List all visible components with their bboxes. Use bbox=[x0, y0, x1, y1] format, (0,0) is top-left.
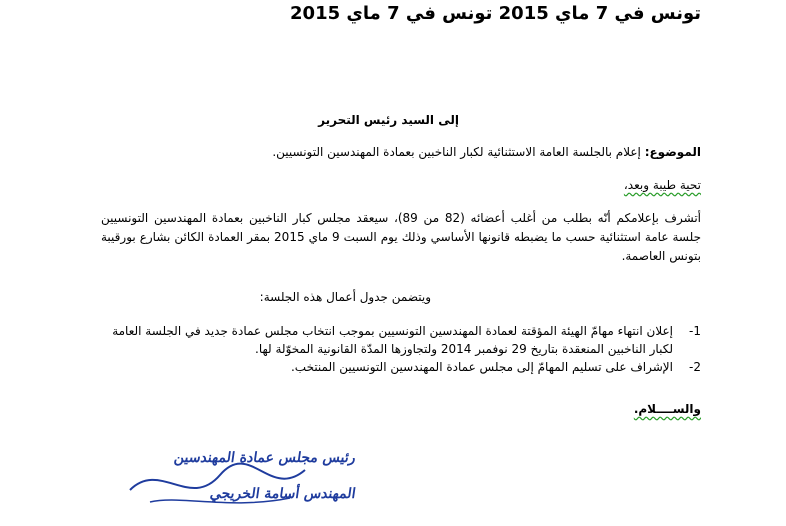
agenda-intro: ويتضمن جدول أعمال هذه الجلسة: bbox=[259, 290, 431, 304]
subject-line bbox=[272, 145, 701, 159]
body-paragraph: أتشرف بإعلامكم أنّه بطلب من أغلب أعضائه (82 من 89)، سيعقد مجلس كبار الناخبين بعمادة المهندسين التونسيين جلسة عامة استثنائية حسب ما يضبطه قانونها الأساسي وذلك يوم السبت 9 ماي 2015 بمقر العمادة الكائن بشارع بورقيبة بتونس العاصمة. bbox=[101, 211, 702, 263]
agenda-item-text: الإشراف على تسليم المهامّ إلى مجلس عمادة المهندسين التونسيين المنتخب. bbox=[290, 360, 673, 374]
closing: والســــلام. bbox=[633, 402, 701, 416]
signature-name: المهندس أسامة الخريجي bbox=[209, 486, 358, 502]
agenda-item bbox=[91, 358, 701, 376]
agenda-item-text: إعلان انتهاء مهامّ الهيئة المؤقتة لعمادة المهندسين التونسيين بموجب انتخاب مجلس عمادة جديد في الجلسة العامة لكبار الناخبين المنعقدة بتاريخ 29 نوفمبر 2014 ولتجاوزها المدّة القانونية المخوّلة لها. bbox=[112, 324, 673, 356]
agenda-item-number: -1 bbox=[689, 324, 701, 338]
subject-label: الموضوع: bbox=[644, 145, 701, 159]
addressee: إلى السيد رئيس التحرير bbox=[318, 113, 459, 127]
signature-title: رئيس مجلس عمادة المهندسين bbox=[173, 450, 358, 466]
subject-text: إعلام بالجلسة العامة الاستثنائية لكبار الناخبين بعمادة المهندسين التونسيين. bbox=[272, 145, 645, 159]
date-line: تونس في 7 ماي 2015 تونس في 7 ماي 2015 bbox=[290, 3, 701, 24]
agenda-item bbox=[91, 322, 701, 358]
agenda-item-number: -2 bbox=[689, 360, 701, 374]
agenda-list bbox=[91, 322, 701, 376]
greeting: تحية طيبة وبعد، bbox=[623, 178, 701, 192]
